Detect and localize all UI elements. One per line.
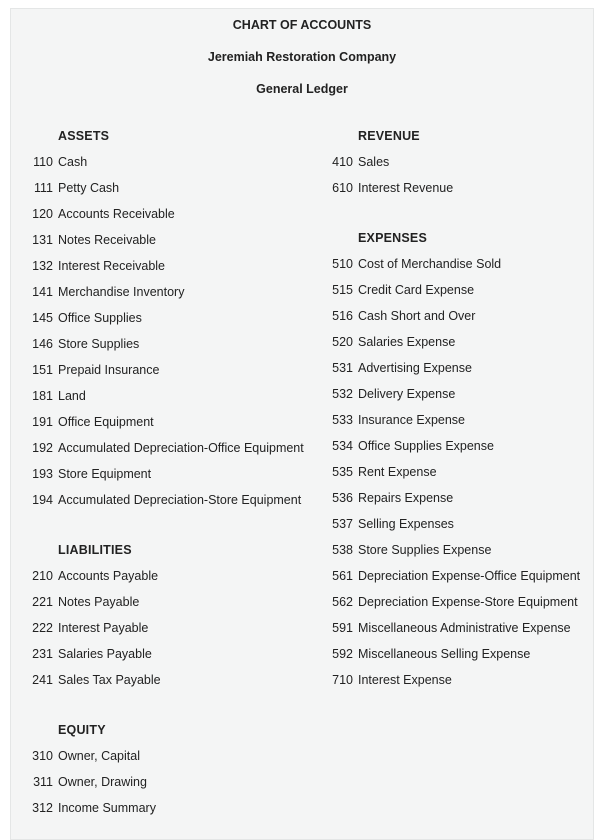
account-number: 145 (32, 311, 53, 325)
account-number: 132 (32, 259, 53, 273)
account-number: 592 (332, 647, 353, 661)
account-number: 531 (332, 361, 353, 375)
account-name: Insurance Expense (358, 413, 466, 427)
account-name: Store Supplies (58, 337, 140, 351)
account-number: 510 (332, 257, 353, 271)
account-name: Miscellaneous Administrative Expense (358, 621, 571, 635)
account-number: 231 (32, 647, 53, 661)
account-number: 210 (32, 569, 53, 583)
revenue-section-title: REVENUE (358, 129, 420, 143)
company-name: Jeremiah Restoration Company (207, 50, 397, 64)
account-name: Accumulated Depreciation-Office Equipment (58, 441, 304, 455)
account-number: 536 (332, 491, 353, 505)
account-number: 591 (332, 621, 353, 635)
liabilities-section-title: LIABILITIES (58, 543, 132, 557)
account-name: Cash (58, 155, 88, 169)
account-number: 538 (332, 543, 353, 557)
account-number: 241 (32, 673, 53, 687)
account-name: Cost of Merchandise Sold (358, 257, 502, 271)
account-name: Land (58, 389, 86, 403)
account-number: 610 (332, 181, 353, 195)
account-name: Office Supplies Expense (358, 439, 494, 453)
account-name: Miscellaneous Selling Expense (358, 647, 531, 661)
account-name: Depreciation Expense-Office Equipment (358, 569, 581, 583)
expenses-section-title: EXPENSES (358, 231, 427, 245)
account-number: 537 (332, 517, 353, 531)
account-name: Delivery Expense (358, 387, 456, 401)
account-number: 710 (332, 673, 353, 687)
account-name: Store Equipment (58, 467, 152, 481)
account-number: 410 (332, 155, 353, 169)
account-number: 151 (32, 363, 53, 377)
chart-of-accounts-panel (10, 8, 594, 840)
account-name: Rent Expense (358, 465, 437, 479)
account-number: 534 (332, 439, 353, 453)
account-name: Office Supplies (58, 311, 142, 325)
account-number: 141 (32, 285, 53, 299)
account-number: 146 (32, 337, 53, 351)
account-name: Interest Revenue (358, 181, 454, 195)
account-name: Salaries Expense (358, 335, 456, 349)
account-name: Interest Payable (58, 621, 149, 635)
account-name: Prepaid Insurance (58, 363, 160, 377)
account-number: 562 (332, 595, 353, 609)
account-name: Accounts Receivable (58, 207, 175, 221)
account-name: Interest Expense (358, 673, 452, 687)
account-number: 192 (32, 441, 53, 455)
assets-section-title: ASSETS (58, 129, 110, 143)
account-number: 194 (32, 493, 53, 507)
account-number: 533 (332, 413, 353, 427)
page-title: CHART OF ACCOUNTS (232, 18, 372, 32)
account-name: Office Equipment (58, 415, 154, 429)
equity-section-title: EQUITY (58, 723, 106, 737)
account-number: 222 (32, 621, 53, 635)
account-name: Interest Receivable (58, 259, 166, 273)
account-number: 191 (32, 415, 53, 429)
account-number: 221 (32, 595, 53, 609)
account-name: Credit Card Expense (358, 283, 475, 297)
account-name: Sales (358, 155, 390, 169)
account-number: 110 (33, 155, 53, 169)
account-name: Store Supplies Expense (358, 543, 492, 557)
account-number: 535 (332, 465, 353, 479)
account-number: 311 (33, 775, 53, 789)
account-name: Cash Short and Over (358, 309, 476, 323)
account-number: 532 (332, 387, 353, 401)
account-name: Depreciation Expense-Store Equipment (358, 595, 578, 609)
account-name: Sales Tax Payable (58, 673, 161, 687)
account-name: Accumulated Depreciation-Store Equipment (58, 493, 302, 507)
account-name: Owner, Capital (58, 749, 140, 763)
account-name: Notes Receivable (58, 233, 156, 247)
account-name: Advertising Expense (358, 361, 472, 375)
account-number: 181 (32, 389, 53, 403)
account-name: Selling Expenses (358, 517, 454, 531)
account-number: 520 (332, 335, 353, 349)
account-number: 131 (32, 233, 53, 247)
ledger-name: General Ledger (256, 82, 348, 96)
account-number: 310 (32, 749, 53, 763)
account-number: 515 (332, 283, 353, 297)
account-number: 111 (33, 181, 53, 195)
account-number: 516 (332, 309, 353, 323)
account-name: Merchandise Inventory (58, 285, 185, 299)
account-name: Notes Payable (58, 595, 140, 609)
account-number: 312 (32, 801, 53, 815)
account-name: Salaries Payable (58, 647, 152, 661)
account-name: Income Summary (58, 801, 156, 815)
account-name: Owner, Drawing (58, 775, 147, 789)
account-name: Petty Cash (58, 181, 120, 195)
account-number: 561 (332, 569, 353, 583)
account-name: Accounts Payable (58, 569, 159, 583)
account-number: 120 (32, 207, 53, 221)
account-number: 193 (32, 467, 53, 481)
account-name: Repairs Expense (358, 491, 454, 505)
